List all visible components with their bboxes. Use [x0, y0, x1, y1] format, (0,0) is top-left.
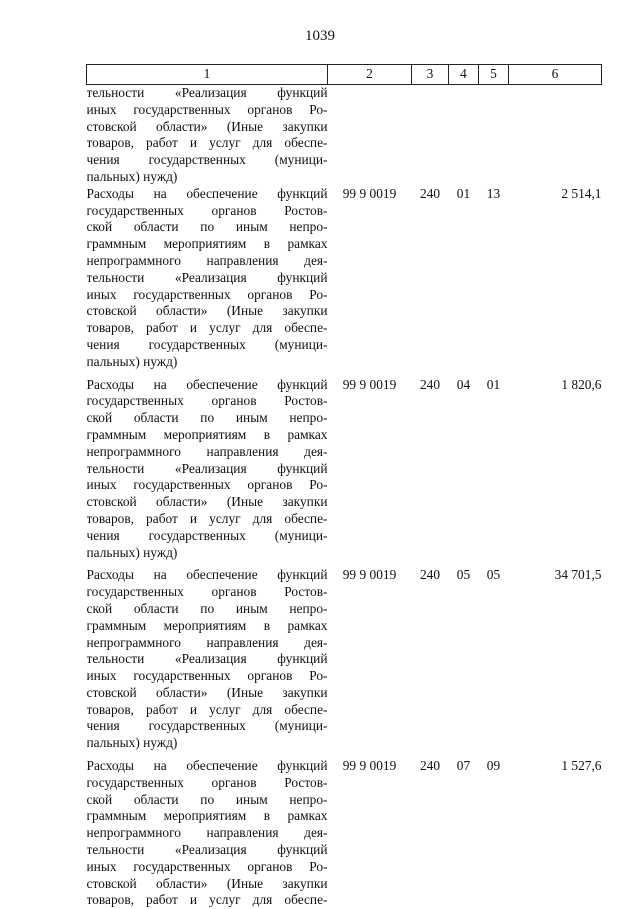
text-line: чения государственных (муници-	[87, 528, 328, 545]
text-line: Расходы на обеспечение функций	[87, 758, 328, 775]
column-header-3: 3	[412, 65, 449, 85]
table-row	[87, 186, 602, 371]
amount-value: 2 514,1	[509, 186, 602, 371]
text-line: чения государственных (муници-	[87, 337, 328, 354]
column-header-1: 1	[87, 65, 328, 85]
row-description	[87, 758, 328, 909]
table-body	[87, 85, 602, 909]
text-line: чения государственных (муници-	[87, 718, 328, 735]
row-description	[87, 567, 328, 752]
text-line: ской области по иным непро-	[87, 601, 328, 618]
text-line: Расходы на обеспечение функций	[87, 186, 328, 203]
text-line: ской области по иным непро-	[87, 792, 328, 809]
text-line: ской области по иным непро-	[87, 410, 328, 427]
continuation-description	[87, 85, 328, 186]
table-row	[87, 758, 602, 909]
text-line: непрограммного направления дея-	[87, 253, 328, 270]
expense-type-code: 240	[412, 758, 449, 909]
text-line: товаров, работ и услуг для обеспе-	[87, 320, 328, 337]
text-line: государственных органов Ростов-	[87, 203, 328, 220]
text-line: ской области по иным непро-	[87, 219, 328, 236]
text-line: тельности «Реализация функций	[87, 651, 328, 668]
text-line: тельности «Реализация функций	[87, 842, 328, 859]
target-article-code: 99 9 0019	[328, 758, 412, 909]
text-line: пальных) нужд)	[87, 169, 328, 186]
target-article-code: 99 9 0019	[328, 186, 412, 371]
column-header-2: 2	[328, 65, 412, 85]
section-code: 01	[449, 186, 479, 371]
text-line: стовской области» (Иные закупки	[87, 685, 328, 702]
subsection-code: 01	[479, 377, 509, 562]
amount-value: 34 701,5	[509, 567, 602, 752]
text-line: иных государственных органов Ро-	[87, 287, 328, 304]
text-line: непрограммного направления дея-	[87, 444, 328, 461]
continuation-row	[87, 85, 602, 186]
text-line: стовской области» (Иные закупки	[87, 119, 328, 136]
table-row	[87, 377, 602, 562]
text-line: иных государственных органов Ро-	[87, 859, 328, 876]
text-line: иных государственных органов Ро-	[87, 668, 328, 685]
row-description	[87, 377, 328, 562]
expense-type-code: 240	[412, 186, 449, 371]
text-line: тельности «Реализация функций	[87, 270, 328, 287]
column-header-5: 5	[479, 65, 509, 85]
text-line: иных государственных органов Ро-	[87, 477, 328, 494]
text-line: государственных органов Ростов-	[87, 393, 328, 410]
text-line: тельности «Реализация функций	[87, 85, 328, 102]
text-line: пальных) нужд)	[87, 545, 328, 562]
amount-value: 1 527,6	[509, 758, 602, 909]
text-line: стовской области» (Иные закупки	[87, 494, 328, 511]
text-line: граммным мероприятиям в рамках	[87, 427, 328, 444]
text-line: тельности «Реализация функций	[87, 461, 328, 478]
text-line: товаров, работ и услуг для обеспе-	[87, 511, 328, 528]
text-line: пальных) нужд)	[87, 354, 328, 371]
section-code: 04	[449, 377, 479, 562]
text-line: товаров, работ и услуг для обеспе-	[87, 135, 328, 152]
table-header-row	[87, 65, 602, 85]
budget-table	[86, 64, 602, 909]
column-header-6: 6	[509, 65, 602, 85]
amount-value: 1 820,6	[509, 377, 602, 562]
text-line: граммным мероприятиям в рамках	[87, 236, 328, 253]
table-row	[87, 567, 602, 752]
text-line: непрограммного направления дея-	[87, 825, 328, 842]
text-line: чения государственных (муници-	[87, 152, 328, 169]
text-line: государственных органов Ростов-	[87, 584, 328, 601]
subsection-code: 09	[479, 758, 509, 909]
text-line: граммным мероприятиям в рамках	[87, 618, 328, 635]
page-number: 1039	[0, 28, 640, 45]
text-line: Расходы на обеспечение функций	[87, 377, 328, 394]
expense-type-code: 240	[412, 377, 449, 562]
expense-type-code: 240	[412, 567, 449, 752]
text-line: стовской области» (Иные закупки	[87, 876, 328, 893]
text-line: Расходы на обеспечение функций	[87, 567, 328, 584]
text-line: пальных) нужд)	[87, 735, 328, 752]
target-article-code: 99 9 0019	[328, 377, 412, 562]
column-header-4: 4	[449, 65, 479, 85]
text-line: иных государственных органов Ро-	[87, 102, 328, 119]
row-description	[87, 186, 328, 371]
text-line: граммным мероприятиям в рамках	[87, 808, 328, 825]
text-line: товаров, работ и услуг для обеспе-	[87, 892, 328, 909]
subsection-code: 13	[479, 186, 509, 371]
text-line: товаров, работ и услуг для обеспе-	[87, 702, 328, 719]
section-code: 05	[449, 567, 479, 752]
subsection-code: 05	[479, 567, 509, 752]
text-line: непрограммного направления дея-	[87, 635, 328, 652]
section-code: 07	[449, 758, 479, 909]
target-article-code: 99 9 0019	[328, 567, 412, 752]
text-line: стовской области» (Иные закупки	[87, 303, 328, 320]
text-line: государственных органов Ростов-	[87, 775, 328, 792]
